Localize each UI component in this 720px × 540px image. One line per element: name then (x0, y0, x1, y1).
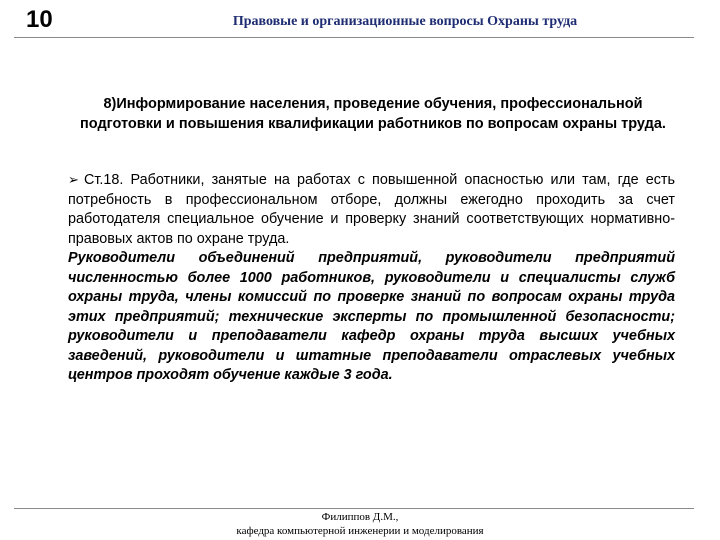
slide-number: 10 (26, 6, 53, 33)
section-heading: 8)Информирование населения, проведение обучения, профессиональной подготовки и повышения квалификации работников по вопросам охраны труда. (80, 96, 666, 132)
footer (0, 510, 720, 538)
header-divider (14, 37, 694, 38)
footer-department: кафедра компьютерной инженерии и моделирования (236, 525, 484, 537)
arrow-bullet-icon: ➢ (68, 172, 79, 187)
footer-divider (14, 508, 694, 509)
footer-author: Филиппов Д.М., (321, 511, 399, 523)
article-text: Ст.18. Работники, занятые на работах с повышенной опасностью или там, где есть потребность в профессиональном отборе, должны ежегодно проходить за счет работодателя специальное обучение и проверку знаний соответствующих нормативно-правовых актов по охране труда. (68, 172, 675, 247)
slide-body (68, 170, 675, 386)
emphasis-paragraph: Руководители объединений предприятий, руководители предприятий численностью более 1000 работников, руководители и специалисты служб охраны труда, члены комиссий по проверке знаний по вопросам охраны труда этих предприятий; технические эксперты по промышленной безопасности; руководители и преподаватели кафедр охраны труда высших учебных заведений, руководители и штатные преподаватели отраслевых учебных центров проходят обучение каждые 3 года. (68, 250, 675, 383)
article-paragraph (68, 170, 675, 249)
header-title: Правовые и организационные вопросы Охраны труда (232, 14, 578, 29)
